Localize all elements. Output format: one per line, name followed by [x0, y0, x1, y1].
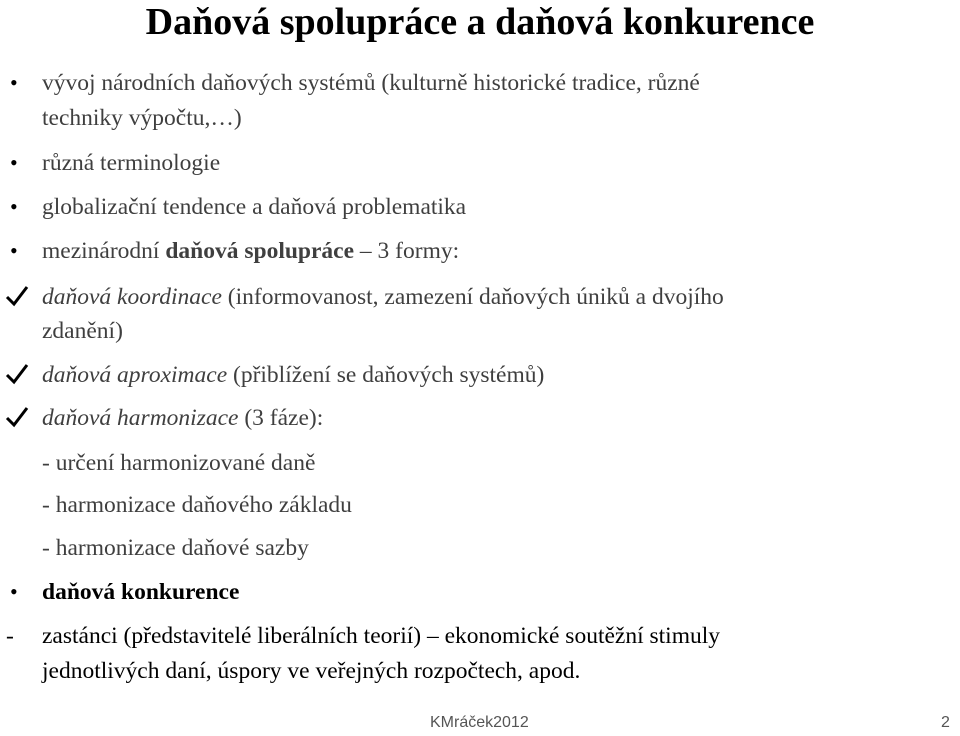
item-text: - určení harmonizované daně — [42, 450, 316, 476]
item-text-post: – 3 formy: — [354, 238, 460, 264]
item-text — [42, 234, 942, 268]
item-text-italic: daňová harmonizace — [42, 405, 239, 431]
item-text: různá terminologie — [42, 150, 221, 176]
dash-marker: - — [6, 623, 14, 649]
bullet-dot-icon: • — [10, 150, 18, 175]
checkmark-icon — [4, 404, 30, 430]
item-text-rest: (přiblížení se daňových systémů) — [227, 362, 545, 388]
bullet-dot-icon: • — [10, 70, 18, 95]
bullet-dot-icon: • — [10, 238, 18, 263]
item-text: - harmonizace daňové sazby — [42, 535, 309, 561]
item-text: globalizační tendence a daňová problematika — [42, 194, 467, 220]
item-text: daňová konkurence — [42, 579, 240, 605]
item-text — [42, 401, 942, 435]
item-text — [42, 358, 942, 392]
footer-page-number: 2 — [941, 714, 950, 731]
item-text-rest: (informovanost, zamezení daňových úniků a dvojího — [221, 284, 724, 310]
item-text-bold: daňová spolupráce — [165, 238, 355, 264]
item-text: vývoj národních daňových systémů (kulturně historické tradice, různé — [42, 70, 700, 96]
item-text: zdanění) — [42, 318, 123, 344]
item-text: zastánci (představitelé liberálních teorií) – ekonomické soutěžní stimuly — [42, 623, 721, 649]
item-text: techniky výpočtu,…) — [42, 105, 242, 131]
footer-author: KMráček2012 — [430, 714, 529, 731]
item-text-italic: daňová aproximace — [42, 362, 228, 388]
bullet-dot-icon: • — [10, 194, 18, 219]
item-text: - harmonizace daňového základu — [42, 492, 352, 518]
bullet-dot-icon: • — [10, 579, 18, 604]
item-text: jednotlivých daní, úspory ve veřejných rozpočtech, apod. — [42, 658, 581, 684]
item-text — [42, 280, 942, 314]
slide-title: Daňová spolupráce a daňová konkurence — [145, 1, 815, 43]
item-text-italic: daňová koordinace — [42, 284, 222, 310]
checkmark-icon — [4, 361, 30, 387]
item-text-rest: (3 fáze): — [238, 405, 324, 431]
item-text-pre: mezinárodní — [42, 238, 166, 264]
checkmark-icon — [4, 283, 30, 309]
